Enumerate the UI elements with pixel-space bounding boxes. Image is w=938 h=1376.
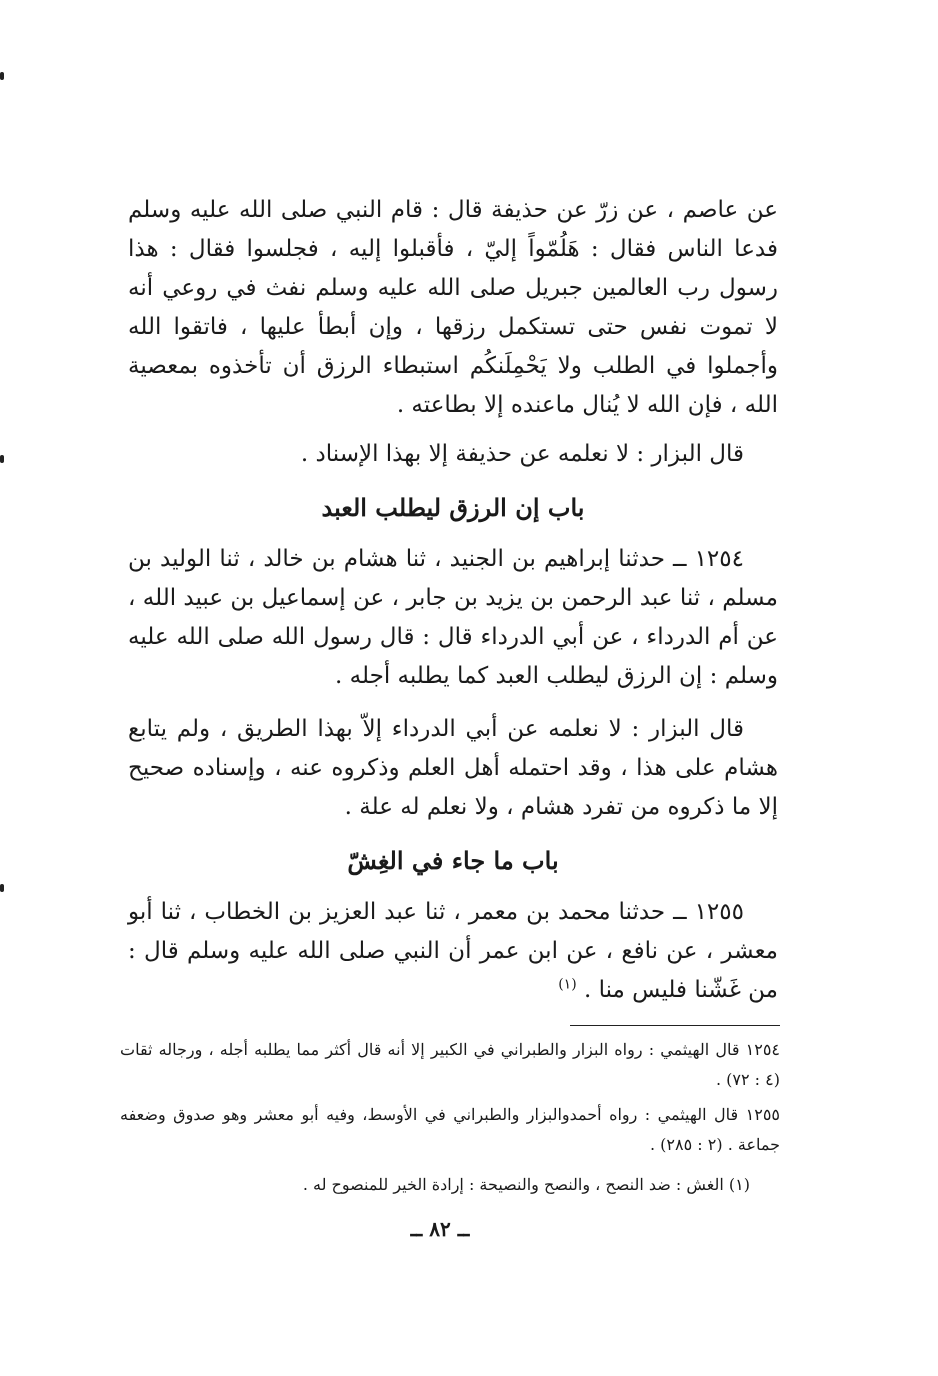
hadith-text: ١٢٥٥ ــ حدثنا محمد بن معمر ، ثنا عبد العزيز بن الخطاب ، ثنا أبو معشر ، عن نافع ، عن ابن عمر أن النبي صلى الله عليه وسلم قال : من غَشّنا فليس منا . [128, 899, 778, 1003]
footnote-divider [570, 1025, 780, 1026]
binding-mark [0, 884, 4, 892]
footnote-1254: ١٢٥٤ قال الهيثمي : رواه البزار والطبراني في الكبير إلا أنه قال أكثر مما يطلبه أجله ، ورجاله ثقات (٤ : ٧٢) . [120, 1040, 780, 1089]
chapter-heading: باب ما جاء في الغِشّ [347, 846, 559, 875]
paragraph-bazzar-comment: قال البزار : لا نعلمه عن حذيفة إلا بهذا الإسناد . [300, 441, 744, 467]
binding-mark [0, 72, 4, 80]
footnote-reference: (١) [558, 976, 577, 993]
page-number: ــ ٨٢ ــ [410, 1217, 470, 1241]
footnote-1255: ١٢٥٥ قال الهيثمي : رواه أحمدوالبزار والطبراني في الأوسط، وفيه أبو معشر وهو صدوق وضعفه جماعة . (٢ : ٢٨٥) . [120, 1105, 780, 1154]
paragraph-bazzar-comment-2: قال البزار : لا نعلمه عن أبي الدرداء إلاّ بهذا الطريق ، ولم يتابع هشام على هذا ، وقد احتمله أهل العلم وذكروه عنه ، وإسناده صحيح إلا ما ذكروه من تفرد هشام ، ولا نعلم له علة . [128, 716, 778, 820]
paragraph-hadith-1255 [128, 893, 778, 1010]
binding-mark [0, 455, 4, 463]
paragraph-hadith-1254: ١٢٥٤ ــ حدثنا إبراهيم بن الجنيد ، ثنا هشام بن خالد ، ثنا الوليد بن مسلم ، ثنا عبد الرحمن بن يزيد بن جابر ، عن إسماعيل بن عبيد الله ، عن أم الدرداء ، عن أبي الدرداء قال : قال رسول الله صلى الله عليه وسلم : إن الرزق ليطلب العبد كما يطلبه أجله . [128, 546, 778, 689]
footnote-1: (١) الغش : ضد النصح ، والنصح والنصيحة : إرادة الخير للمنصوح له . [302, 1175, 750, 1194]
chapter-heading: باب إن الرزق ليطلب العبد [321, 493, 585, 522]
paragraph-hadith-continuation: عن عاصم ، عن زرّ عن حذيفة قال : قام النبي صلى الله عليه وسلم فدعا الناس فقال : هَلُمّواً إليّ ، فأقبلوا إليه ، فجلسوا فقال : هذا رسول رب العالمين جبريل صلى الله عليه وسلم نفث في روعي أنه لا تموت نفس حتى تستكمل رزقها ، وإن أبطأ عليها ، فاتقوا الله وأجملوا في الطلب ولا يَحْمِلَنكُم استبطاء الرزق أن تأخذوه بمعصية الله ، فإن الله لا يُنال ماعنده إلا بطاعته . [128, 197, 778, 418]
